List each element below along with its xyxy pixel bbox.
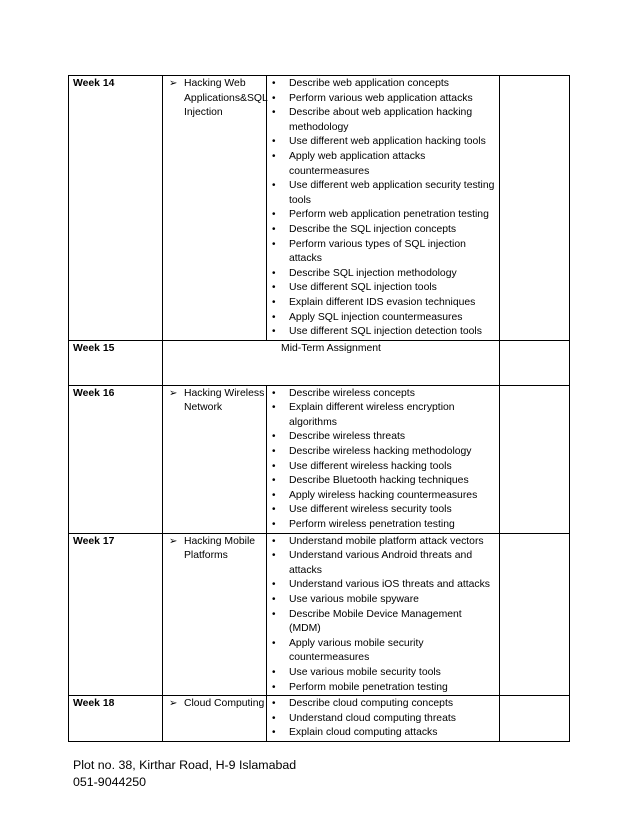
- week-row: [69, 696, 570, 742]
- objective-item: • Describe wireless hacking methodology: [267, 445, 495, 460]
- objective-item: • Use different SQL injection detection tools: [267, 325, 495, 340]
- objective-item: • Apply SQL injection countermeasures: [267, 311, 495, 326]
- objective-item: • Use different SQL injection tools: [267, 281, 495, 296]
- week-row: [69, 340, 570, 385]
- objective-item: • Perform mobile penetration testing: [267, 681, 495, 696]
- merged-note: Mid-Term Assignment: [163, 340, 500, 385]
- objective-item: • Perform web application penetration testing: [267, 208, 495, 223]
- objective-item: • Use different wireless security tools: [267, 503, 495, 518]
- empty-cell: [500, 696, 570, 742]
- objective-item: • Perform various types of SQL injection attacks: [267, 238, 495, 267]
- objective-item: • Apply various mobile security countermeasures: [267, 637, 495, 666]
- objectives-cell: [267, 385, 500, 533]
- topic-cell: [163, 533, 267, 696]
- footer: [73, 757, 296, 791]
- objectives-list: [267, 696, 499, 741]
- objective-item: • Describe SQL injection methodology: [267, 267, 495, 282]
- objective-item: • Describe wireless concepts: [267, 387, 495, 402]
- objectives-list: [267, 534, 499, 696]
- objective-item: • Explain cloud computing attacks: [267, 726, 495, 741]
- objective-item: • Perform wireless penetration testing: [267, 518, 495, 533]
- arrow-bullet-icon: ➢: [169, 698, 178, 710]
- objective-item: • Describe cloud computing concepts: [267, 697, 495, 712]
- topic-title: Hacking Wireless Network: [184, 387, 265, 414]
- empty-cell: [500, 340, 570, 385]
- empty-cell: [500, 533, 570, 696]
- topic-cell: [163, 696, 267, 742]
- empty-cell: [500, 385, 570, 533]
- objective-item: • Use different wireless hacking tools: [267, 460, 495, 475]
- week-label: Week 14: [69, 76, 163, 341]
- empty-cell: [500, 76, 570, 341]
- objective-item: • Understand various Android threats and attacks: [267, 549, 495, 578]
- arrow-bullet-icon: ➢: [169, 387, 178, 399]
- objective-item: • Apply web application attacks countermeasures: [267, 150, 495, 179]
- objective-item: • Describe Bluetooth hacking techniques: [267, 474, 495, 489]
- objective-item: • Describe Mobile Device Management (MDM): [267, 608, 495, 637]
- footer-address: Plot no. 38, Kirthar Road, H-9 Islamabad: [73, 758, 297, 772]
- week-label: Week 16: [69, 385, 163, 533]
- objective-item: • Explain different IDS evasion techniques: [267, 296, 495, 311]
- objective-item: • Understand mobile platform attack vectors: [267, 535, 495, 550]
- arrow-bullet-icon: ➢: [169, 535, 178, 547]
- objective-item: • Understand cloud computing threats: [267, 712, 495, 727]
- week-row: [69, 385, 570, 533]
- topic-cell: [163, 385, 267, 533]
- objective-item: • Apply wireless hacking countermeasures: [267, 489, 495, 504]
- schedule-table: [68, 75, 570, 742]
- objective-item: • Describe the SQL injection concepts: [267, 223, 495, 238]
- objectives-cell: [267, 533, 500, 696]
- objective-item: • Use different web application hacking tools: [267, 135, 495, 150]
- objectives-cell: [267, 696, 500, 742]
- footer-phone: 051-9044250: [73, 775, 147, 789]
- topic-title: Hacking Web Applications&SQL Injection: [184, 78, 268, 119]
- week-label: Week 18: [69, 696, 163, 742]
- week-label: Week 17: [69, 533, 163, 696]
- week-row: [69, 76, 570, 341]
- objective-item: • Describe web application concepts: [267, 77, 495, 92]
- topic-cell: [163, 76, 267, 341]
- objective-item: • Use different web application security testing tools: [267, 179, 495, 208]
- topic-title: Hacking Mobile Platforms: [184, 535, 256, 562]
- week-label: Week 15: [69, 340, 163, 385]
- week-row: [69, 533, 570, 696]
- objectives-cell: [267, 76, 500, 341]
- objective-item: • Perform various web application attacks: [267, 92, 495, 107]
- objective-item: • Describe wireless threats: [267, 430, 495, 445]
- objective-item: • Explain different wireless encryption algorithms: [267, 401, 495, 430]
- objective-item: • Use various mobile security tools: [267, 666, 495, 681]
- objective-item: • Describe about web application hacking methodology: [267, 106, 495, 135]
- objective-item: • Use various mobile spyware: [267, 593, 495, 608]
- objectives-list: [267, 76, 499, 340]
- objective-item: • Understand various iOS threats and attacks: [267, 578, 495, 593]
- arrow-bullet-icon: ➢: [169, 78, 178, 89]
- objectives-list: [267, 386, 499, 533]
- schedule-body: [69, 76, 570, 742]
- topic-title: Cloud Computing: [184, 698, 265, 710]
